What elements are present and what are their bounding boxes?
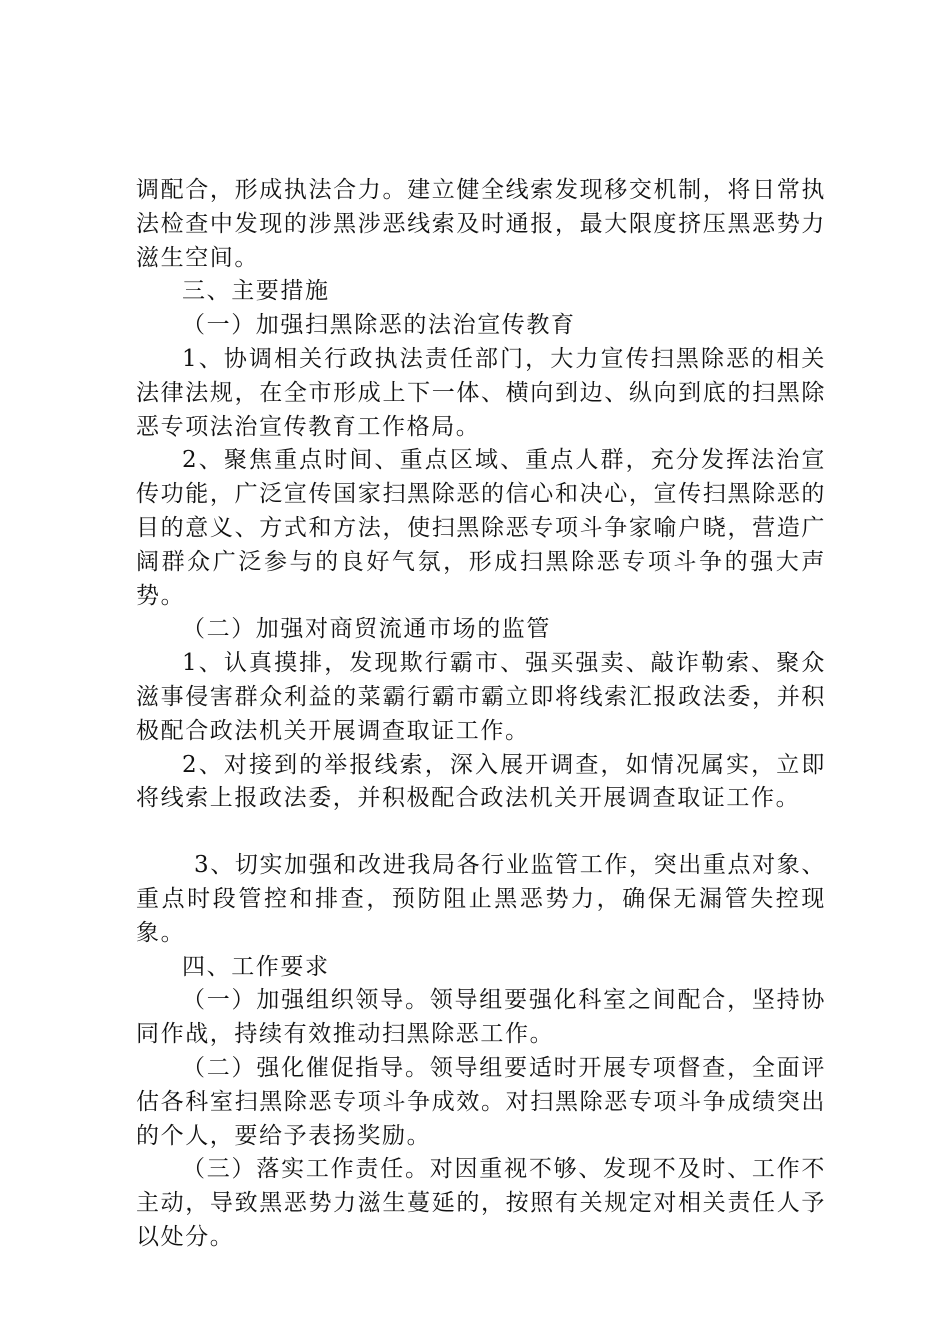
paragraph-item: 2、聚焦重点时间、重点区域、重点人群，充分发挥法治宣传功能，广泛宣传国家扫黑除恶的信心和决心，宣传扫黑除恶的目的意义、方式和方法，使扫黑除恶专项斗争家喻户晓，营造广阔群众广泛参与的良好气氛，形成扫黑除恶专项斗争的强大声势。 (136, 447, 826, 609)
section-heading-requirements: 四、工作要求 (182, 953, 330, 980)
paragraph-item: 1、协调相关行政执法责任部门，大力宣传扫黑除恶的相关法律法规，在全市形成上下一体、横向到边、纵向到底的扫黑除恶专项法治宣传教育工作格局。 (136, 345, 826, 440)
paragraph-item: 1、认真摸排，发现欺行霸市、强买强卖、敲诈勒索、聚众滋事侵害群众利益的菜霸行霸市霸立即将线索汇报政法委，并积极配合政法机关开展调查取证工作。 (136, 650, 826, 744)
paragraph-item: 3、切实加强和改进我局各行业监管工作，突出重点对象、重点时段管控和排查，预防阻止黑恶势力，确保无漏管失控现象。 (136, 852, 826, 946)
subsection-heading-market-supervision: （二）加强对商贸流通市场的监管 (182, 616, 551, 643)
paragraph-item: （二）强化催促指导。领导组要适时开展专项督查，全面评估各科室扫黑除恶专项斗争成效。对扫黑除恶专项斗争成绩突出的个人，要给予表扬奖励。 (136, 1054, 826, 1149)
paragraph-item: 2、对接到的举报线索，深入展开调查，如情况属实，立即将线索上报政法委，并积极配合政法机关开展调查取证工作。 (136, 751, 826, 812)
paragraph-item: （三）落实工作责任。对因重视不够、发现不及时、工作不主动，导致黑恶势力滋生蔓延的，按照有关规定对相关责任人予以处分。 (136, 1156, 826, 1250)
section-heading-measures: 三、主要措施 (182, 278, 330, 305)
paragraph-item: （一）加强组织领导。领导组要强化科室之间配合，坚持协同作战，持续有效推动扫黑除恶工作。 (136, 987, 826, 1048)
subsection-heading-publicity: （一）加强扫黑除恶的法治宣传教育 (182, 312, 576, 339)
paragraph-continuation: 调配合，形成执法合力。建立健全线索发现移交机制，将日常执法检查中发现的涉黑涉恶线索及时通报，最大限度挤压黑恶势力滋生空间。 (136, 177, 826, 271)
document-page (136, 174, 826, 1255)
